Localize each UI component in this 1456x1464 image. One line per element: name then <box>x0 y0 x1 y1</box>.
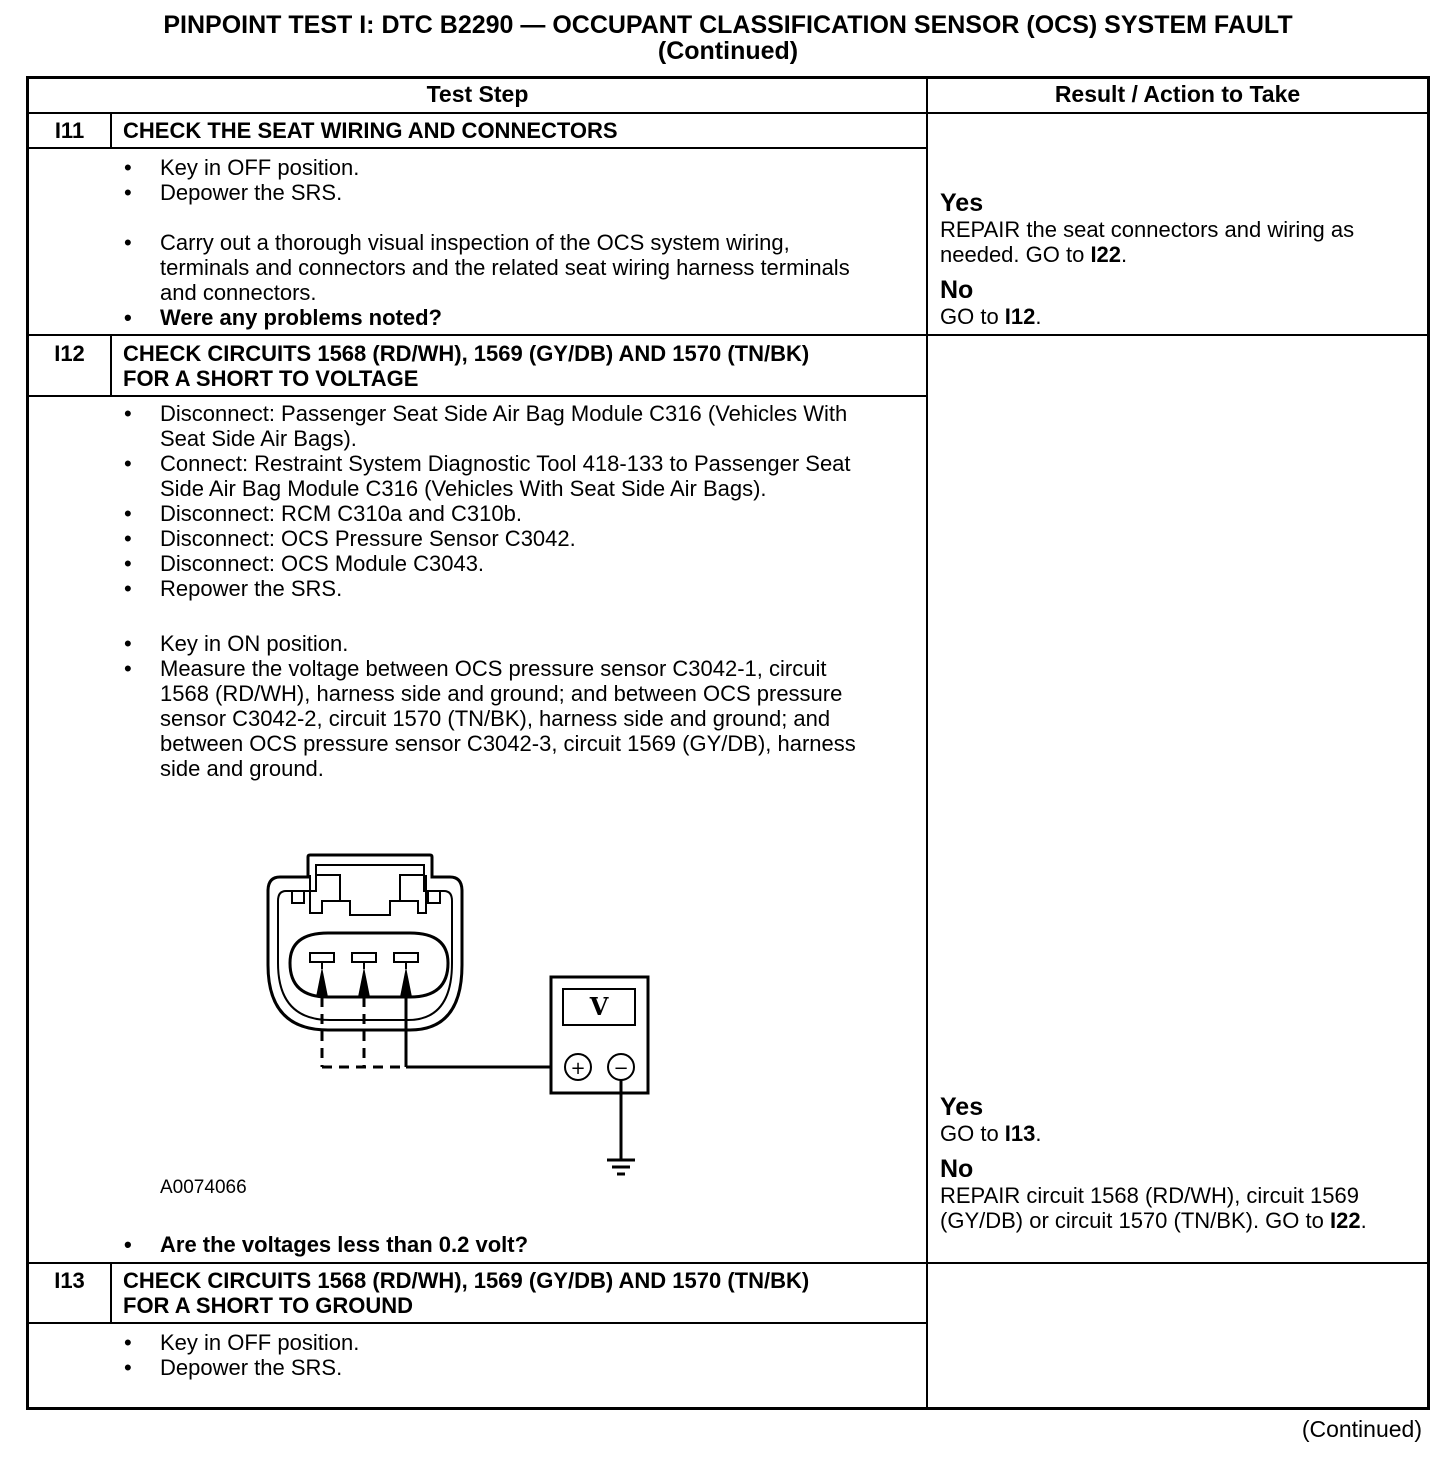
step-ref-link[interactable]: I22 <box>1090 242 1122 267</box>
minus-sign: − <box>613 1058 629 1079</box>
plus-sign: + <box>570 1058 586 1079</box>
list-item: • Disconnect: OCS Module C3043. <box>122 551 892 576</box>
voltmeter-symbol: V <box>589 992 609 1021</box>
header-result: Result / Action to Take <box>1054 81 1301 107</box>
result-no-label: No <box>940 276 974 304</box>
result-no-text: REPAIR circuit 1568 (RD/WH), circuit 1569 (GY/DB) or circuit 1570 (TN/BK). GO to I22. <box>940 1183 1367 1233</box>
results-i11 <box>940 190 1424 329</box>
step-question-i12: • Are the voltages less than 0.2 volt? <box>122 1232 892 1257</box>
step-title-i11: CHECK THE SEAT WIRING AND CONNECTORS <box>123 118 618 143</box>
page-title-line1: PINPOINT TEST I: DTC B2290 — OCCUPANT CLASSIFICATION SENSOR (OCS) SYSTEM FAULT <box>163 11 1293 39</box>
list-item: • Disconnect: RCM C310a and C310b. <box>122 501 892 526</box>
step-ref-link[interactable]: I12 <box>1004 304 1036 329</box>
step-title-i13: CHECK CIRCUITS 1568 (RD/WH), 1569 (GY/DB) AND 1570 (TN/BK) FOR A SHORT TO GROUND <box>123 1268 810 1318</box>
result-yes-text: GO to I13. <box>940 1121 1042 1146</box>
list-item: • Repower the SRS. <box>122 576 892 601</box>
list-item: • Key in ON position. <box>122 631 892 656</box>
figure-id: A0074066 <box>160 1177 247 1198</box>
list-item: • Key in OFF position. <box>122 1330 892 1355</box>
step-actions-i12 <box>122 401 892 781</box>
list-item: • Connect: Restraint System Diagnostic Tool 418-133 to Passenger Seat Side Air Bag Module C316 (Vehicles With Seat Side Air Bags). <box>122 451 892 501</box>
probe-leads <box>322 997 565 1067</box>
list-item: • Disconnect: OCS Pressure Sensor C3042. <box>122 526 892 551</box>
result-yes-label: Yes <box>940 1093 984 1121</box>
continued-footer: (Continued) <box>1301 1416 1422 1442</box>
list-item: • Depower the SRS. <box>122 1355 892 1380</box>
step-ref-link[interactable]: I22 <box>1329 1208 1361 1233</box>
page-title-line2: (Continued) <box>657 37 799 65</box>
list-item: • Disconnect: Passenger Seat Side Air Bag Module C316 (Vehicles With Seat Side Air Bags). <box>122 401 892 451</box>
step-question-list-i12 <box>122 1232 892 1257</box>
connector-terminals <box>310 953 418 969</box>
results-i12 <box>940 1094 1424 1233</box>
list-item: • Depower the SRS. <box>122 180 852 205</box>
connector-voltmeter-diagram <box>250 845 670 1185</box>
step-title-i12: CHECK CIRCUITS 1568 (RD/WH), 1569 (GY/DB) AND 1570 (TN/BK) FOR A SHORT TO VOLTAGE <box>123 341 810 391</box>
voltmeter <box>551 977 648 1093</box>
step-id-i11: I11 <box>54 118 85 143</box>
list-item: • Carry out a thorough visual inspection of the OCS system wiring, terminals and connectors and the related seat wiring harness terminals and connectors. <box>122 230 852 305</box>
step-actions-i13 <box>122 1330 892 1380</box>
header-test-step: Test Step <box>426 81 529 107</box>
step-ref-link[interactable]: I13 <box>1004 1121 1036 1146</box>
result-no-text: GO to I12. <box>940 304 1042 329</box>
step-id-i12: I12 <box>54 341 85 366</box>
list-item: • Measure the voltage between OCS pressure sensor C3042-1, circuit 1568 (RD/WH), harness side and ground; and between OCS pressure sensor C3042-2, circuit 1570 (TN/BK), harness side and ground; and between OCS pressure sensor C3042-3, circuit 1569 (GY/DB), harness side and ground. <box>122 656 860 781</box>
probe-arrows <box>316 967 412 997</box>
result-no-label: No <box>940 1155 974 1183</box>
result-yes-text: REPAIR the seat connectors and wiring as needed. GO to I22. <box>940 217 1355 267</box>
step-actions-i11 <box>122 155 852 330</box>
step-question-i11: • Were any problems noted? <box>122 305 852 330</box>
list-item: • Key in OFF position. <box>122 155 852 180</box>
step-id-i13: I13 <box>54 1268 85 1293</box>
page-title <box>0 12 1456 64</box>
result-yes-label: Yes <box>940 189 984 217</box>
